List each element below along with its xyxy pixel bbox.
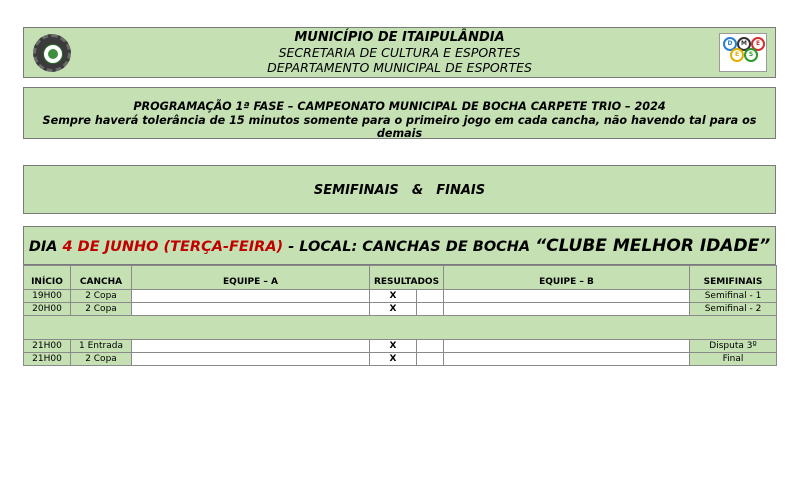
cell-time: 19H00 — [24, 290, 71, 303]
cell-court: 2 Copa — [71, 290, 132, 303]
cell-result-marker: X — [370, 290, 417, 303]
col-header-semifinais: SEMIFINAIS — [690, 266, 777, 290]
cell-court: 2 Copa — [71, 353, 132, 366]
program-box — [23, 87, 776, 139]
table-row — [24, 303, 777, 316]
day-date: 4 DE JUNHO (TERÇA-FEIRA) — [62, 239, 284, 255]
department-title: DEPARTAMENTO MUNICIPAL DE ESPORTES — [267, 60, 532, 75]
cell-result-b[interactable] — [417, 353, 444, 366]
schedule-table — [23, 265, 777, 366]
municipality-title: MUNICÍPIO DE ITAIPULÂNDIA — [294, 30, 505, 45]
logo-ring-letter: M — [737, 37, 751, 51]
logo-ring-letter: S — [744, 48, 758, 62]
cell-stage-label: Semifinal - 1 — [690, 290, 777, 303]
secretariat-title: SECRETARIA DE CULTURA E ESPORTES — [278, 45, 521, 60]
col-header-resultados: RESULTADOS — [370, 266, 444, 290]
cell-stage-label: Final — [690, 353, 777, 366]
col-header-equipe-b: EQUIPE – B — [444, 266, 690, 290]
logo-ring-letter: D — [723, 37, 737, 51]
cell-time: 21H00 — [24, 353, 71, 366]
header-box — [23, 27, 776, 78]
gap-cell — [24, 316, 777, 340]
cell-result-b[interactable] — [417, 340, 444, 353]
cell-team-b[interactable] — [444, 303, 690, 316]
table-header-row — [24, 266, 777, 290]
cell-result-marker: X — [370, 303, 417, 316]
logo-ring-letter: E — [751, 37, 765, 51]
cell-stage-label: Disputa 3º — [690, 340, 777, 353]
day-venue: “CLUBE MELHOR IDADE” — [535, 236, 771, 256]
cell-result-b[interactable] — [417, 290, 444, 303]
cell-team-a[interactable] — [132, 290, 370, 303]
cell-team-a[interactable] — [132, 303, 370, 316]
cell-result-marker: X — [370, 340, 417, 353]
cell-time: 20H00 — [24, 303, 71, 316]
cell-time: 21H00 — [24, 340, 71, 353]
table-row — [24, 353, 777, 366]
table-gap-row — [24, 316, 777, 340]
day-location-label: - LOCAL: CANCHAS DE BOCHA — [283, 239, 536, 255]
col-header-cancha: CANCHA — [71, 266, 132, 290]
cell-team-a[interactable] — [132, 353, 370, 366]
cell-team-b[interactable] — [444, 340, 690, 353]
day-prefix: DIA — [28, 239, 63, 255]
table-row — [24, 340, 777, 353]
tolerance-note: Sempre haverá tolerância de 15 minutos somente para o primeiro jogo em cada cancha, não havendo tal para os demais — [42, 114, 757, 140]
program-title: PROGRAMAÇÃO 1ª FASE – CAMPEONATO MUNICIPAL DE BOCHA CARPETE TRIO – 2024 — [133, 100, 666, 113]
cell-team-b[interactable] — [444, 353, 690, 366]
cell-court: 2 Copa — [71, 303, 132, 316]
cell-team-b[interactable] — [444, 290, 690, 303]
cell-result-marker: X — [370, 353, 417, 366]
table-row — [24, 290, 777, 303]
col-header-inicio: INÍCIO — [24, 266, 71, 290]
cell-result-b[interactable] — [417, 303, 444, 316]
cell-court: 1 Entrada — [71, 340, 132, 353]
stage-title-box — [23, 165, 776, 214]
cell-team-a[interactable] — [132, 340, 370, 353]
logo-ring-letter: E — [730, 48, 744, 62]
stage-title: SEMIFINAIS & FINAIS — [313, 183, 486, 198]
day-banner — [23, 226, 776, 265]
header-titles — [24, 30, 775, 75]
col-header-equipe-a: EQUIPE – A — [132, 266, 370, 290]
cell-stage-label: Semifinal - 2 — [690, 303, 777, 316]
dmee-logo — [719, 33, 767, 72]
